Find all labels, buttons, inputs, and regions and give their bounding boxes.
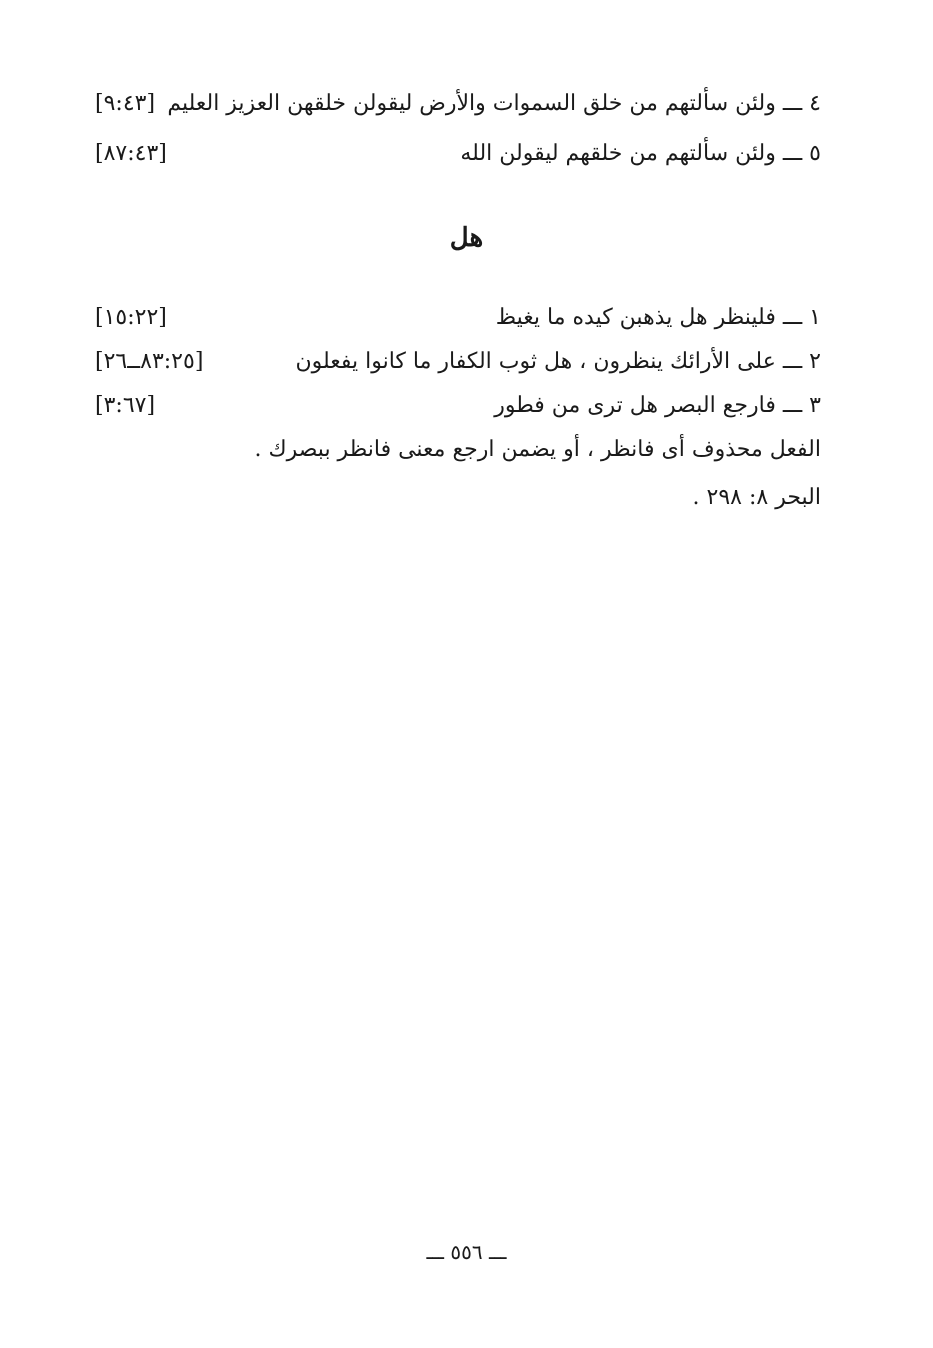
verse-reference: [٨٣:٢٥ــ٢٦] [95, 349, 204, 374]
verse-reference: [٣:٦٧] [95, 393, 156, 418]
hal-line-1 [95, 298, 821, 338]
verse-line-4 [95, 84, 821, 124]
verse-text: ٢ ـــ على الأرائك ينظرون ، هل ثوب الكفار ما كانوا يفعلون [295, 349, 821, 374]
section-heading: هل [449, 223, 484, 253]
hal-line-2 [95, 342, 821, 382]
verse-reference: [٨٧:٤٣] [95, 141, 167, 166]
verse-text: ١ ـــ فلينظر هل يذهبن كيده ما يغيظ [495, 305, 821, 330]
verse-reference: [٩:٤٣] [95, 91, 156, 116]
source-citation: البحر ٨: ٢٩٨ . [692, 485, 821, 510]
verse-line-5 [95, 134, 821, 174]
page-number: ـــ ٥٥٦ ـــ [426, 1240, 507, 1264]
verse-text: ٥ ـــ ولئن سألتهم من خلقهم ليقولن الله [460, 141, 821, 166]
verse-reference: [١٥:٢٢] [95, 305, 167, 330]
verse-text: ٤ ـــ ولئن سألتهم من خلق السموات والأرض ليقولن خلقهن العزيز العليم [167, 91, 821, 116]
commentary-note: الفعل محذوف أى فانظر ، أو يضمن ارجع معنى فانظر ببصرك . [254, 437, 821, 462]
hal-line-3 [95, 386, 821, 426]
verse-text: ٣ ـــ فارجع البصر هل ترى من فطور [494, 393, 821, 418]
